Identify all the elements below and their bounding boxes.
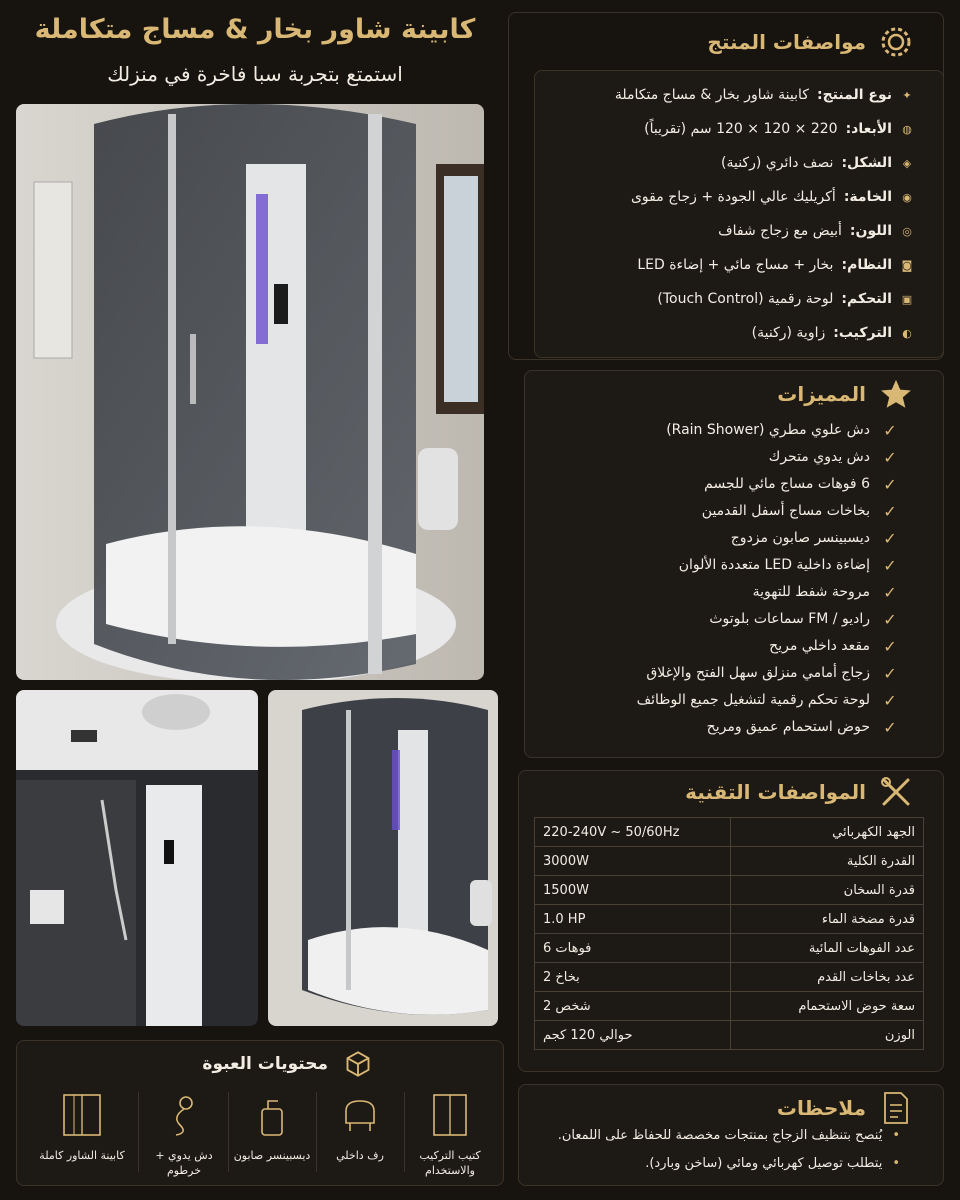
- shelf-icon: [316, 1090, 404, 1140]
- check-icon: ✓: [883, 528, 897, 548]
- check-icon: ✓: [883, 447, 897, 467]
- star-icon: [878, 376, 914, 412]
- material-icon: ◉: [902, 190, 912, 204]
- check-icon: ✓: [883, 717, 897, 737]
- spec-row: ✦ نوع المنتج: كابينة شاور بخار & مساج متكاملة: [524, 82, 914, 108]
- soap-dispenser-icon: [228, 1090, 316, 1140]
- notes-header: [777, 1090, 914, 1126]
- tech-title: المواصفات التقنية: [685, 780, 866, 804]
- interior-column-photo: [16, 690, 258, 1026]
- ruler-icon: ◍: [902, 122, 912, 136]
- sparkle-icon: ✦: [902, 88, 912, 102]
- page-title: كابينة شاور بخار & مساج متكاملة: [34, 14, 476, 45]
- gear-icon: [878, 24, 914, 60]
- cabin-icon: [38, 1090, 126, 1140]
- table-row: عدد بخاخات القدم 2 بخاخ: [535, 963, 924, 992]
- features-title: المميزات: [777, 382, 866, 406]
- spec-row: ▣ التحكم: لوحة رقمية (Touch Control): [657, 291, 913, 307]
- list-item: • يُنصح بتنظيف الزجاج بمنتجات مخصصة للحفاظ على اللمعان.: [557, 1128, 900, 1143]
- package-item-cabin: كابينة الشاور كاملة: [38, 1090, 126, 1163]
- list-item: ✓ مقعد داخلي مريح: [769, 634, 900, 658]
- list-item: ✓ زجاج أمامي منزلق سهل الفتح والإغلاق: [646, 661, 900, 685]
- install-icon: ◐: [902, 326, 912, 340]
- divider: [404, 1092, 405, 1172]
- package-item-soap: ديسبينسر صابون: [228, 1090, 316, 1163]
- hand-shower-icon: [140, 1090, 228, 1140]
- specs-title: مواصفات المنتج: [707, 30, 866, 54]
- list-item: ✓ حوض استحمام عميق ومريح: [707, 715, 900, 739]
- list-item: ✓ مروحة شفط للتهوية: [753, 580, 900, 604]
- list-item: ✓ لوحة تحكم رقمية لتشغيل جميع الوظائف: [637, 688, 900, 712]
- list-item: ✓ 6 فوهات مساج مائي للجسم: [704, 472, 900, 496]
- shape-icon: ◈: [902, 156, 912, 170]
- package-item-manual: كتيب التركيب والاستخدام: [406, 1090, 494, 1178]
- package-item-shelf: رف داخلي: [316, 1090, 404, 1163]
- features-list: [540, 418, 900, 748]
- table-row: قدرة مضخة الماء 1.0 HP: [535, 905, 924, 934]
- spec-row: ◈ الشكل: نصف دائري (ركنية): [524, 150, 914, 176]
- check-icon: ✓: [883, 555, 897, 575]
- check-icon: ✓: [883, 663, 897, 683]
- page-subtitle: استمتع بتجربة سبا فاخرة في منزلك: [107, 62, 403, 86]
- specs-list: [534, 82, 914, 352]
- package-item-hand-shower: دش يدوي + خرطوم: [140, 1090, 228, 1178]
- list-item: • يتطلب توصيل كهربائي ومائي (ساخن وبارد).: [645, 1156, 900, 1171]
- check-icon: ✓: [883, 636, 897, 656]
- table-row: الجهد الكهربائي 220-240V ~ 50/60Hz: [535, 818, 924, 847]
- check-icon: ✓: [883, 609, 897, 629]
- manual-icon: [406, 1090, 494, 1140]
- check-icon: ✓: [883, 420, 897, 440]
- main-product-photo: [16, 104, 484, 680]
- list-item: ✓ إضاءة داخلية LED متعددة الألوان: [679, 553, 900, 577]
- check-icon: ✓: [883, 690, 897, 710]
- tools-icon: [878, 774, 914, 810]
- table-row: القدرة الكلية 3000W: [535, 847, 924, 876]
- package-header: [202, 1046, 376, 1082]
- system-icon: ◙: [901, 258, 913, 272]
- features-header: [777, 376, 914, 412]
- specs-header: [707, 24, 914, 60]
- control-icon: ▣: [901, 292, 913, 306]
- check-icon: ✓: [883, 582, 897, 602]
- side-view-photo: [268, 690, 498, 1026]
- check-icon: ✓: [883, 501, 897, 521]
- list-item: ✓ دش علوي مطري (Rain Shower): [666, 418, 900, 442]
- spec-row: ◍ الأبعاد: 220 × 120 × 120 سم (تقريباً): [524, 116, 914, 142]
- box-icon: [340, 1046, 376, 1082]
- divider: [138, 1092, 139, 1172]
- palette-icon: ◎: [902, 224, 912, 238]
- table-row: قدرة السخان 1500W: [535, 876, 924, 905]
- list-item: ✓ بخاخات مساج أسفل القدمين: [702, 499, 900, 523]
- check-icon: ✓: [883, 474, 897, 494]
- table-row: الوزن حوالي 120 كجم: [535, 1021, 924, 1050]
- spec-row: ◐ التركيب: زاوية (ركنية): [524, 320, 914, 346]
- package-title: محتويات العبوة: [202, 1054, 328, 1074]
- list-item: ✓ دش يدوي متحرك: [769, 445, 900, 469]
- spec-row: ◎ اللون: أبيض مع زجاج شفاف: [524, 218, 914, 244]
- tech-table: [534, 817, 924, 1050]
- list-item: ✓ راديو / FM سماعات بلوتوث: [709, 607, 900, 631]
- list-item: ✓ ديسبينسر صابون مزدوج: [731, 526, 900, 550]
- table-row: سعة حوض الاستحمام 2 شخص: [535, 992, 924, 1021]
- spec-row: ◉ الخامة: أكريليك عالي الجودة + زجاج مقوى: [524, 184, 914, 210]
- spec-row: ◙ النظام: بخار + مساج مائي + إضاءة LED: [637, 257, 913, 273]
- document-icon: [878, 1090, 914, 1126]
- table-row: عدد الفوهات المائية 6 فوهات: [535, 934, 924, 963]
- tech-header: [685, 774, 914, 810]
- notes-title: ملاحظات: [776, 1096, 866, 1120]
